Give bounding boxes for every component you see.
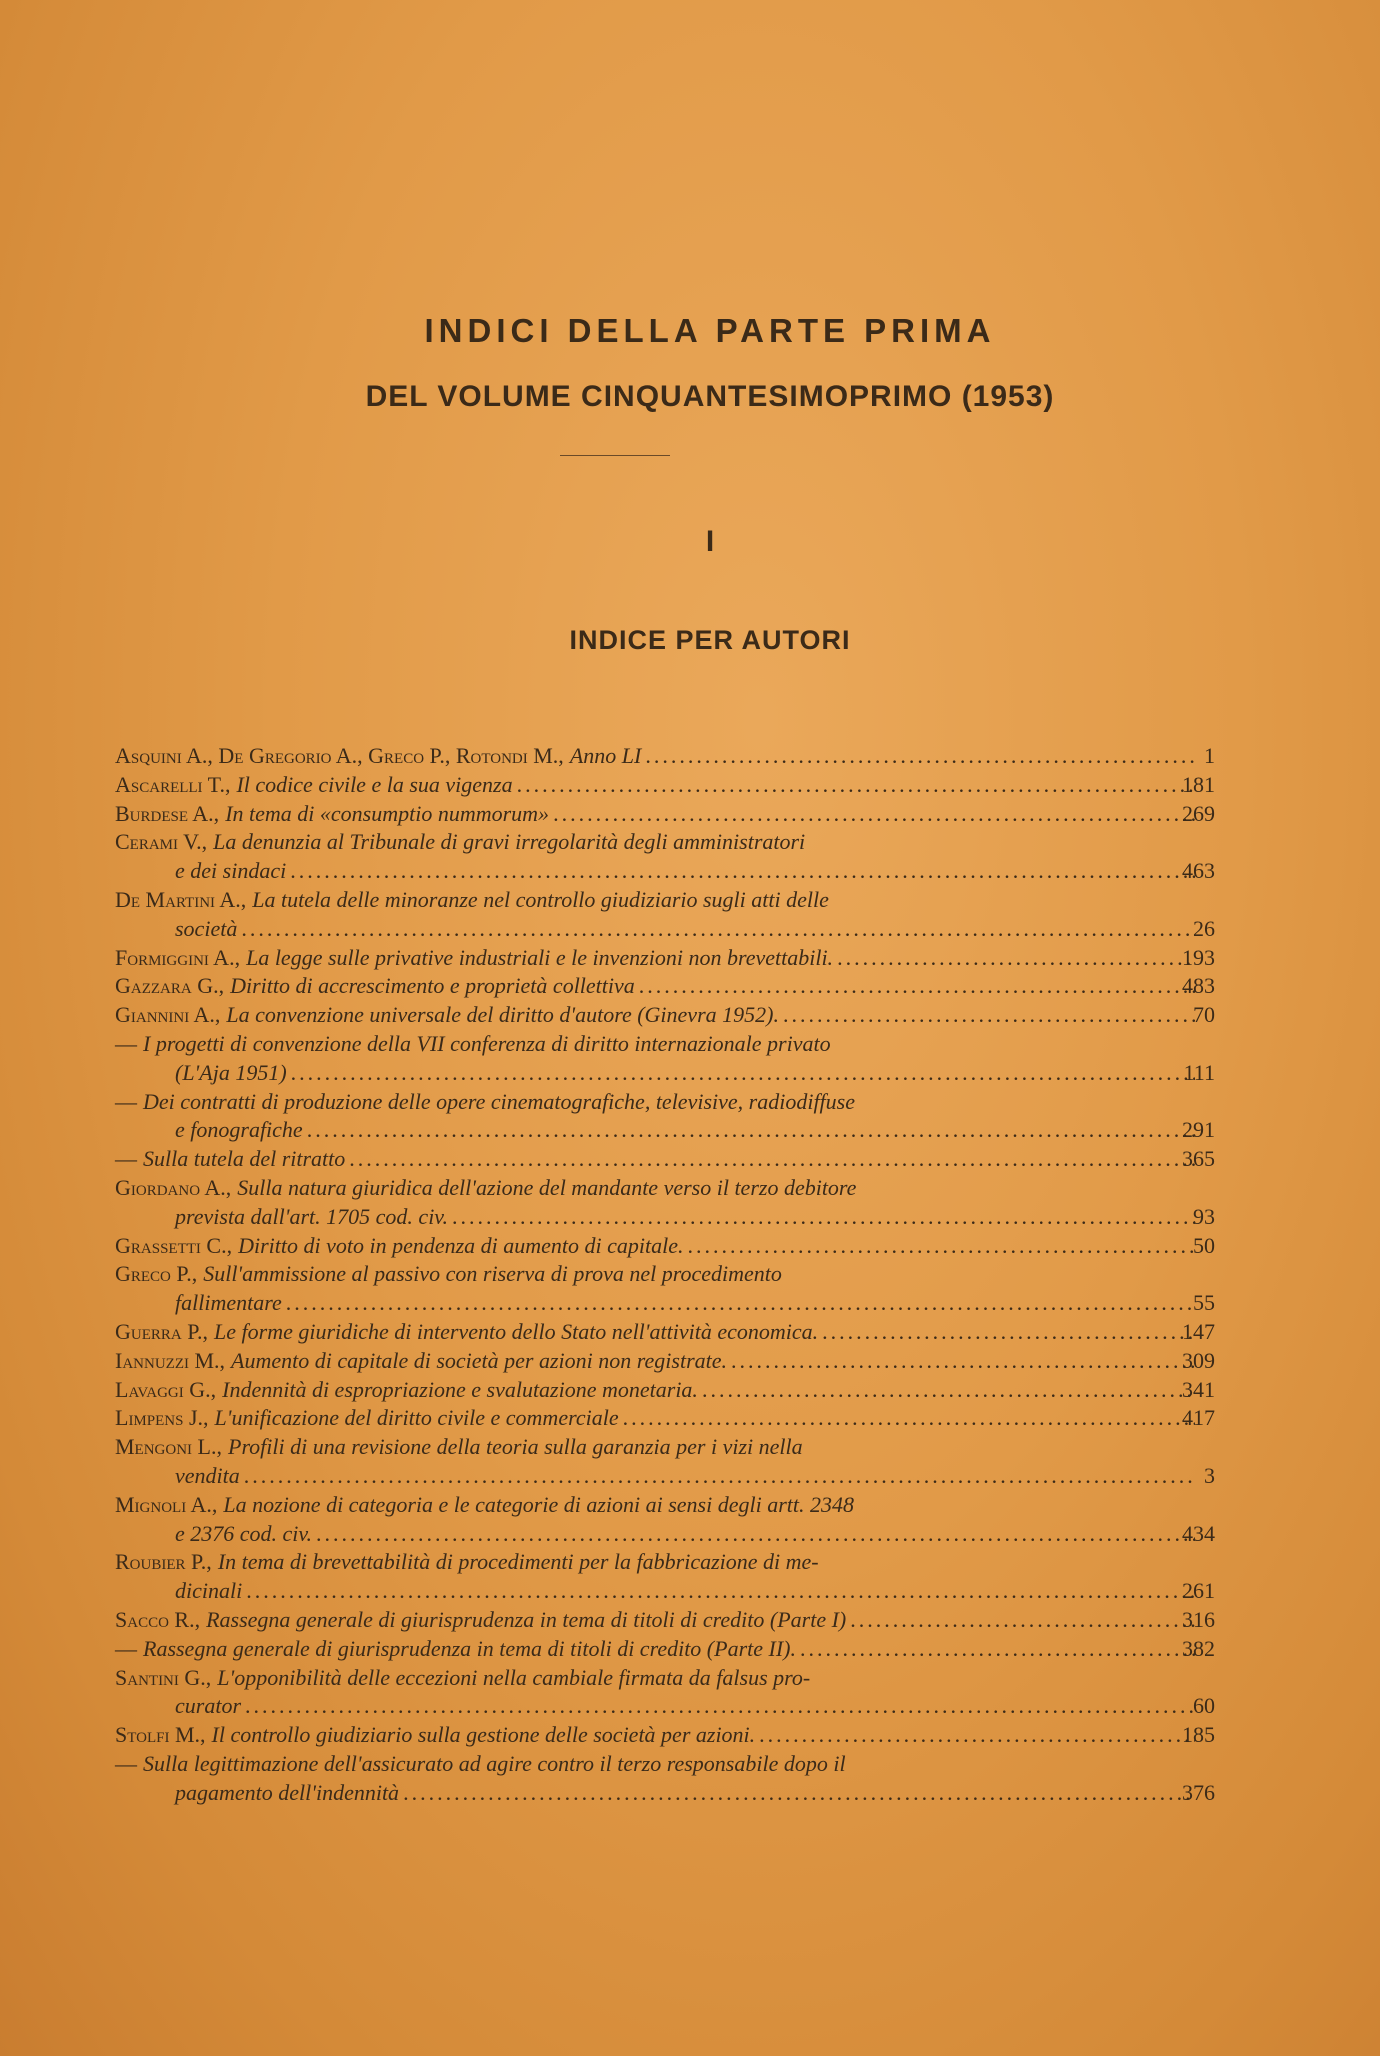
entry-line [115,1721,1215,1750]
leader-dots [702,1376,1195,1405]
entry-title: Il controllo giudiziario sulla gestione delle società per azioni. [211,1722,756,1748]
entry-author: Greco P., [115,1261,198,1287]
index-entry [115,886,1215,944]
entry-title: Dei contratti di produzione delle opere cinematografiche, televisive, radiodiffuse [143,1088,855,1114]
entry-author: Formiggini A., [115,944,241,970]
entry-line [115,1606,1215,1635]
entry-line [115,1260,1195,1289]
entry-author: Burdese A., [115,800,220,826]
volume-subtitle: DEL VOLUME CINQUANTESIMOPRIMO (1953) [365,380,1055,413]
index-entry [115,1260,1215,1318]
entry-author: Grassetti C., [115,1232,233,1258]
entry-line [115,1088,1195,1117]
section-title: INDICE PER AUTORI [569,625,851,655]
entry-author: De Martini A., [115,886,247,912]
entry-line [115,1692,1215,1721]
index-entry [115,1433,1215,1491]
leader-dots [553,800,1195,829]
index-entry [115,1001,1215,1030]
entry-author: Santini G., [115,1664,212,1690]
entry-line [115,1203,1215,1232]
entry-author: — [115,1146,137,1172]
entry-line [115,1548,1195,1577]
index-entry [115,1232,1215,1261]
entry-title: Profili di una revisione della teoria sulla garanzia per i vizi nella [228,1434,803,1460]
leader-dots [244,1462,1195,1491]
index-entry [115,1491,1215,1549]
entry-author: Sacco R., [115,1606,201,1632]
entry-line [115,1001,1215,1030]
entry-title: e fonografiche [175,1117,303,1143]
entry-line [115,1347,1215,1376]
leader-dots [245,1692,1195,1721]
entry-line [115,1232,1215,1261]
entry-title: L'opponibilità delle eccezioni nella cambiale firmata da falsus pro- [217,1664,811,1690]
entry-line [115,1635,1215,1664]
entry-author: Giordano A., [115,1174,232,1200]
entry-author: Lavaggi G., [115,1376,217,1402]
entry-page-number: 111 [1183,1059,1215,1085]
entry-title: dicinali [175,1578,243,1604]
entry-title: La tutela delle minoranze nel controllo giudiziario sugli atti delle [252,886,829,912]
index-entry [115,771,1215,800]
entry-title: La legge sulle privative industriali e le invenzioni non brevettabili. [246,944,834,970]
index-entry [115,1145,1215,1174]
entry-title: Indennità di espropriazione e svalutazione monetaria. [222,1376,698,1402]
index-entry [115,1088,1215,1146]
index-entry [115,1318,1215,1347]
entry-author: Roubier P., [115,1549,212,1575]
entry-title: prevista dall'art. 1705 cod. civ. [175,1203,448,1229]
entry-title: Sulla tutela del ritratto [143,1146,346,1172]
leader-dots [403,1779,1195,1808]
entry-page-number: 309 [1182,1347,1215,1373]
entry-title: società [175,915,238,941]
index-entry [115,1635,1215,1664]
leader-dots [623,1404,1195,1433]
entry-page-number: 93 [1193,1203,1215,1229]
entry-line [115,1404,1215,1433]
entry-line [115,828,1195,857]
entry-author: — [115,1088,137,1114]
entry-title: Sull'ammissione al passivo con riserva di prova nel procedimento [203,1261,782,1287]
entry-line [115,1779,1215,1808]
entry-title: Aumento di capitale di società per azioni non registrate. [231,1347,728,1373]
entry-line [115,972,1215,1001]
entry-page-number: 70 [1193,1002,1215,1028]
entry-title: Il codice civile e la sua vigenza [236,771,513,797]
entry-page-number: 382 [1182,1635,1215,1661]
entry-page-number: 50 [1193,1232,1215,1258]
entry-title: curator [175,1693,241,1719]
leader-dots [452,1203,1195,1232]
entry-title: Rassegna generale di giurisprudenza in tema di titoli di credito (Parte I) [206,1606,847,1632]
entry-page-number: 463 [1182,858,1215,884]
entry-line [115,771,1215,800]
index-entry [115,1606,1215,1635]
entry-page-number: 483 [1182,973,1215,999]
entry-title: (L'Aja 1951) [175,1059,287,1085]
entry-page-number: 147 [1182,1318,1215,1344]
entry-line [115,1462,1215,1491]
index-entry [115,1721,1215,1750]
entry-author: Cerami V., [115,829,208,855]
leader-dots [645,742,1195,771]
author-index-list [115,742,1215,1807]
entry-line [115,886,1195,915]
leader-dots [639,972,1195,1001]
leader-dots [783,1001,1195,1030]
entry-title: I progetti di convenzione della VII conferenza di diritto internazionale privato [143,1030,831,1056]
entry-page-number: 3 [1204,1462,1215,1488]
entry-author: Ascarelli T., [115,771,231,797]
entry-title: La nozione di categoria e le categorie di azioni ai sensi degli artt. 2348 [223,1491,854,1517]
entry-title: In tema di brevettabilità di procedimenti per la fabbricazione di me- [217,1549,819,1575]
entry-title: Anno LI [569,743,642,768]
entry-title: Diritto di voto in pendenza di aumento di capitale. [238,1232,684,1258]
entry-title: L'unificazione del diritto civile e commerciale [214,1405,619,1431]
entry-author: Giannini A., [115,1002,221,1028]
entry-line [115,1664,1195,1693]
leader-dots [290,857,1195,886]
entry-title: Sulla legittimazione dell'assicurato ad agire contro il terzo responsabile dopo il [143,1750,846,1776]
entry-page-number: 291 [1182,1117,1215,1143]
leader-dots [316,1520,1195,1549]
entry-author: Limpens J., [115,1405,209,1431]
index-entry [115,800,1215,829]
entry-page-number: 60 [1193,1693,1215,1719]
index-entry [115,742,1215,771]
entry-author: — [115,1750,137,1776]
entry-title: vendita [175,1462,240,1488]
leader-dots [837,944,1195,973]
leader-dots [759,1721,1195,1750]
entry-page-number: 341 [1182,1376,1215,1402]
entry-line [115,1145,1215,1174]
entry-page-number: 417 [1182,1405,1215,1431]
entry-page-number: 316 [1182,1606,1215,1632]
entry-line [115,1520,1215,1549]
entry-line [115,1174,1195,1203]
entry-title: e dei sindaci [175,858,287,884]
entry-author: Asquini A., De Gregorio A., Greco P., Rotondi M., [115,743,564,768]
entry-line [115,1116,1215,1145]
leader-dots [246,1577,1195,1606]
divider [560,455,670,456]
leader-dots [517,771,1195,800]
entry-author: Guerra P., [115,1318,209,1344]
entry-title: fallimentare [175,1290,282,1316]
entry-title: La convenzione universale del diritto d'autore (Ginevra 1952). [226,1002,779,1028]
index-entry [115,1174,1215,1232]
entry-line [115,915,1215,944]
index-entry [115,1376,1215,1405]
entry-author: Iannuzzi M., [115,1347,226,1373]
leader-dots [241,915,1195,944]
entry-line [115,944,1215,973]
entry-title: La denunzia al Tribunale di gravi irregolarità degli amministratori [213,829,806,855]
entry-title: In tema di «consumptio nummorum» [225,800,550,826]
entry-line [115,857,1215,886]
entry-page-number: 181 [1182,771,1215,797]
index-entry [115,1750,1215,1808]
entry-author: — [115,1030,137,1056]
leader-dots [731,1347,1195,1376]
entry-title: Sulla natura giuridica dell'azione del mandante verso il terzo debitore [237,1174,857,1200]
entry-line [115,1376,1215,1405]
entry-page-number: 185 [1182,1722,1215,1748]
entry-title: Rassegna generale di giurisprudenza in tema di titoli di credito (Parte II). [143,1635,796,1661]
entry-author: — [115,1635,137,1661]
index-entry [115,828,1215,886]
entry-line [115,1059,1215,1088]
entry-page-number: 376 [1182,1779,1215,1805]
entry-page-number: 365 [1182,1146,1215,1172]
section-number: I [705,525,715,558]
index-title: INDICI DELLA PARTE PRIMA [424,312,996,349]
entry-line [115,1491,1195,1520]
entry-line [115,1750,1195,1779]
leader-dots [307,1116,1195,1145]
entry-author: Mignoli A., [115,1491,218,1517]
entry-author: Gazzara G., [115,973,225,999]
index-entry [115,1030,1215,1088]
index-entry [115,972,1215,1001]
entry-author: Mengoni L., [115,1434,222,1460]
entry-line [115,742,1215,771]
entry-line [115,1318,1215,1347]
entry-line [115,1030,1195,1059]
leader-dots [286,1289,1195,1318]
index-entry [115,1664,1215,1722]
leader-dots [850,1606,1195,1635]
leader-dots [291,1059,1195,1088]
entry-title: e 2376 cod. civ. [175,1520,313,1546]
entry-page-number: 434 [1182,1520,1215,1546]
entry-line [115,1289,1215,1318]
entry-page-number: 269 [1182,800,1215,826]
entry-title: Le forme giuridiche di intervento dello Stato nell'attività economica. [214,1318,819,1344]
leader-dots [688,1232,1195,1261]
leader-dots [800,1635,1195,1664]
leader-dots [349,1145,1195,1174]
entry-line [115,800,1215,829]
entry-title: pagamento dell'indennità [175,1779,400,1805]
entry-page-number: 26 [1193,915,1215,941]
entry-page-number: 55 [1193,1290,1215,1316]
entry-author: Stolfi M., [115,1722,206,1748]
index-entry [115,1347,1215,1376]
entry-line [115,1577,1215,1606]
index-entry [115,944,1215,973]
entry-title: Diritto di accrescimento e proprietà collettiva [230,973,635,999]
index-entry [115,1404,1215,1433]
entry-page-number: 261 [1182,1578,1215,1604]
index-entry [115,1548,1215,1606]
entry-line [115,1433,1195,1462]
entry-page-number: 1 [1204,743,1215,768]
leader-dots [822,1318,1195,1347]
entry-page-number: 193 [1182,944,1215,970]
